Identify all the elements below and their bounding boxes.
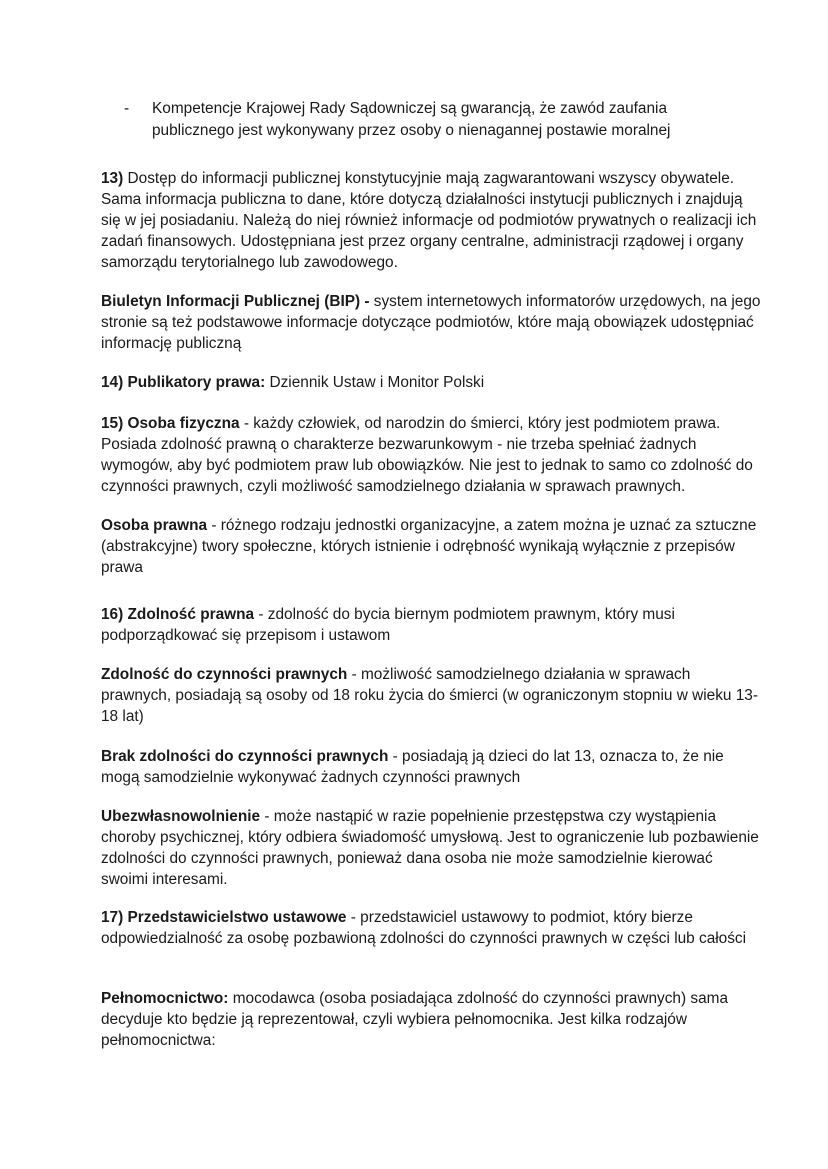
paragraph-term: Pełnomocnictwo: [101,990,229,1007]
paragraph-brak-zdolnosci [101,746,761,788]
paragraph-pelnomocnictwo [101,988,761,1051]
paragraph-term: Osoba prawna [101,517,208,534]
paragraph-term: Zdolność do czynności prawnych [101,666,348,683]
paragraph-term: 14) Publikatory prawa: [101,374,266,391]
paragraph-text: - zdolność do bycia biernym podmiotem prawnym, który musi podporządkować się przepisom i ustawom [101,606,675,644]
paragraph-13 [101,168,761,273]
paragraph-bip [101,291,761,354]
paragraph-ubezwlasnowolnienie [101,806,761,890]
paragraph-text: - może nastąpić w razie popełnienie przestępstwa czy wystąpienia choroby psychicznej, który odbiera świadomość umysłową. Jest to ograniczenie lub pozbawienie zdolności do czynności prawnych, ponieważ dana osoba nie może samodzielnie kierować swoimi interesami. [101,808,759,888]
paragraph-text: - różnego rodzaju jednostki organizacyjne, a zatem można je uznać za sztuczne (abstrakcyjne) twory społeczne, których istnienie i odrębność wynikają wyłącznie z przepisów prawa [101,517,757,576]
paragraph-term: 16) Zdolność prawna [101,606,255,623]
paragraph-text: - każdy człowiek, od narodzin do śmierci, który jest podmiotem prawa. Posiada zdolność prawną o charakterze bezwarunkowym - nie trzeba spełniać żadnych wymogów, aby być podmiotem praw lub obowiązków. Nie jest to jednak to samo co zdolność do czynności prawnych, czyli możliwość samodzielnego działania w sprawach prawnych. [101,415,753,495]
paragraph-text: - możliwość samodzielnego działania w sprawach prawnych, posiadają są osoby od 18 roku życia do śmierci (w ograniczonym stopniu w wieku 13-18 lat) [101,666,758,725]
paragraph-term: Brak zdolności do czynności prawnych [101,748,389,765]
paragraph-term: 15) Osoba fizyczna [101,415,240,432]
paragraph-17 [101,907,761,949]
paragraph-15 [101,413,761,497]
bullet-text: Kompetencje Krajowej Rady Sądowniczej są gwarancją, że zawód zaufania publicznego jest wykonywany przez osoby o nienagannej postawie moralnej [152,100,671,139]
bullet-marker: - [124,100,130,117]
paragraph-text: - posiadają ją dzieci do lat 13, oznacza to, że nie mogą samodzielnie wykonywać żadnych czynności prawnych [101,748,724,786]
paragraph-term: Biuletyn Informacji Publicznej (BIP) - [101,293,370,310]
paragraph-term: 17) Przedstawicielstwo ustawowe [101,909,347,926]
paragraph-16 [101,604,761,646]
paragraph-term: Ubezwłasnowolnienie [101,808,261,825]
paragraph-zdolnosc-czynnosci [101,664,761,727]
paragraph-text: - przedstawiciel ustawowy to podmiot, który bierze odpowiedzialność za osobę pozbawioną zdolności do czynności prawnych w części lub całości [101,909,747,947]
paragraph-text: mocodawca (osoba posiadająca zdolność do czynności prawnych) sama decyduje kto będzie ją reprezentował, czyli wybiera pełnomocnika. Jest kilka rodzajów pełnomocnictwa: [101,990,729,1049]
paragraph-text: system internetowych informatorów urzędowych, na jego stronie są też podstawowe informacje dotyczące podmiotów, które mają obowiązek udostępniać informację publiczną [101,293,761,352]
bullet-item [124,98,744,141]
paragraph-14 [101,372,761,393]
paragraph-text: Dziennik Ustaw i Monitor Polski [265,374,485,391]
paragraph-term: 13) [101,170,124,187]
paragraph-osoba-prawna [101,515,761,578]
paragraph-text: Dostęp do informacji publicznej konstytucyjnie mają zagwarantowani wszyscy obywatele. Sama informacja publiczna to dane, które dotyczą działalności instytucji publicznych i znajdują się w jej posiadaniu. Należą do niej również informacje od podmiotów prywatnych o realizacji ich zadań finansowych. Udostępniana jest przez organy centralne, administracji rządowej i organy samorządu terytorialnego lub zawodowego. [101,170,757,271]
